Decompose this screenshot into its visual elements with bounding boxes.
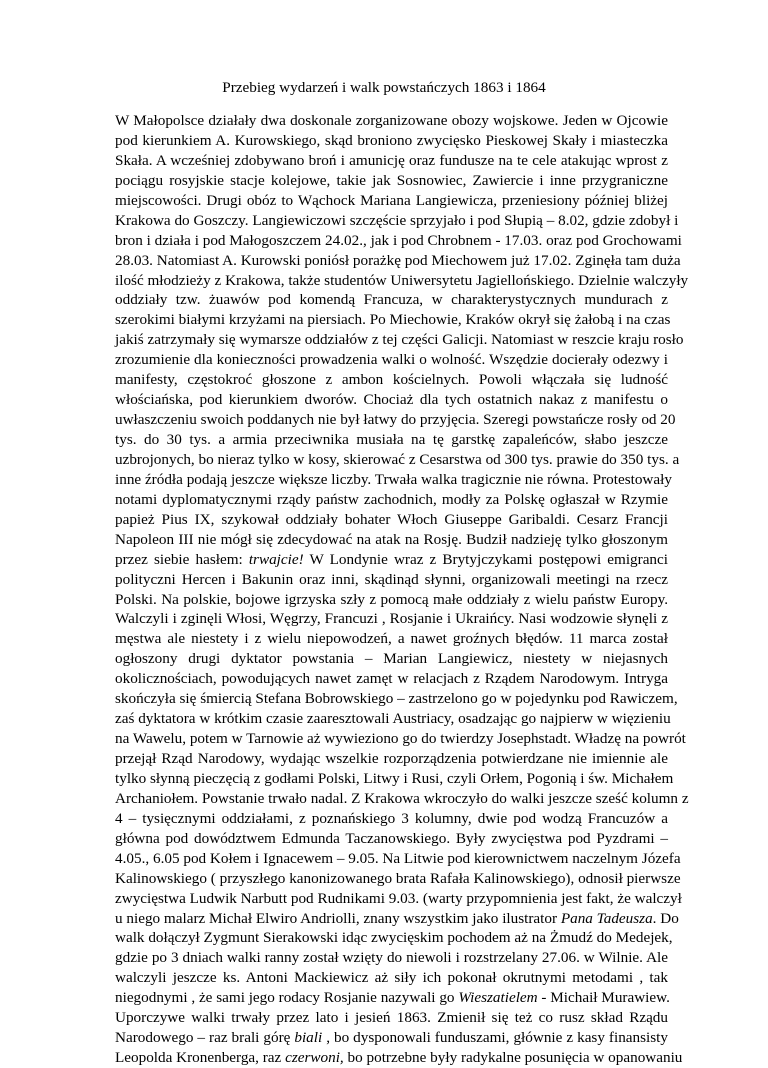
text-line <box>115 829 668 849</box>
text-line <box>115 649 668 669</box>
text-segment: przez siebie hasłem: <box>115 550 249 568</box>
text-segment: - Michaił Murawiew. <box>537 989 670 1007</box>
text-line <box>115 530 668 550</box>
text-segment: główna pod dowództwem Edmunda Taczanowskiego. Były zwycięstwa pod Pyzdrami – <box>115 829 668 847</box>
text-segment: 4 – tysięcznymi oddziałami, z poznańskiego 3 kolumny, dwie pod wodzą Francuzów a <box>115 809 668 827</box>
text-segment: miejscowości. Drugi obóz to Wąchock Mariana Langiewicza, przeniesiony później bliżej <box>115 191 668 209</box>
text-segment: bo potrzebne były radykalne posunięcia w opanowaniu <box>343 1049 683 1067</box>
text-line <box>115 1008 668 1028</box>
text-segment: bron i działa i pod Małogoszczem 24.02., jak i pod Chrobnem - 17.03. oraz pod Grochowami <box>115 231 682 249</box>
text-line <box>115 928 673 948</box>
text-segment: niegodnymi , że sami jego rodacy Rosjanie nazywali go <box>115 989 459 1007</box>
text-line <box>115 709 671 729</box>
text-line <box>115 689 678 709</box>
text-line <box>115 590 668 610</box>
text-segment: okolicznościach, powodujących nawet zamęt w relacjach z Rządem Narodowym. Intryga <box>115 670 668 688</box>
text-segment: męstwa ale niestety i z wielu niepowodzeń, a nawet groźnych błędów. 11 marca został <box>115 630 668 648</box>
text-line <box>115 809 668 829</box>
text-line <box>115 570 668 590</box>
text-line <box>115 550 668 570</box>
text-line <box>115 350 668 370</box>
text-segment: zwycięstwa Ludwik Narbutt pod Rudnikami 9.03. (warty przypomnienia jest fakt, że walczył <box>115 889 682 907</box>
text-line <box>115 151 668 171</box>
text-segment: zrozumienie dla konieczności prowadzenia walki o wolność. Wszędzie docierały odezwy i <box>115 351 668 369</box>
text-segment: , bo dysponowali funduszami, głównie z kasy finansisty <box>322 1029 668 1047</box>
text-segment: 28.03. Natomiast A. Kurowski poniósł porażkę pod Miechowem już 17.02. Zginęła tam duża <box>115 251 681 269</box>
italic-text: czerwoni, <box>285 1049 344 1067</box>
text-line <box>115 490 668 510</box>
text-line <box>115 390 668 410</box>
text-segment: włościańska, pod kierunkiem dworów. Chociaż dla tych ostatnich nakaz z manifestu o <box>115 391 668 409</box>
text-line <box>115 131 668 151</box>
text-line <box>115 988 668 1008</box>
text-segment: . Do <box>652 909 679 927</box>
italic-text: biali <box>294 1029 323 1047</box>
text-segment: walk dołączył Zygmunt Sierakowski idąc zwycięskim pochodem aż na Żmudź do Medejek, <box>115 929 673 947</box>
text-line <box>115 749 668 769</box>
text-line <box>115 889 682 909</box>
text-line <box>115 629 668 649</box>
text-line <box>115 430 668 450</box>
italic-text: Wieszatielem <box>458 989 538 1007</box>
text-segment: inne źródła podają jeszcze większe liczby. Trwała walka tragicznie nie równa. Protestowały <box>115 470 672 488</box>
text-segment: na Wawelu, potem w Tarnowie aż wywieziono go do twierdzy Josephstadt. Władzę na powrót <box>115 730 686 748</box>
text-segment: przejął Rząd Narodowy, wydając wszelkie rozporządzenia potwierdzane nie imiennie ale <box>115 750 668 767</box>
text-line <box>115 251 681 271</box>
text-segment: W Małopolsce działały dwa doskonale zorganizowane obozy wojskowe. Jeden w Ojcowie <box>115 112 668 129</box>
text-segment: polityczni Hercen i Bakunin oraz inni, skądinąd słynni, organizowali meetingi na rzecz <box>115 570 668 588</box>
text-segment: Polski. Na polskie, bojowe igrzyska szły z pomocą małe oddziały z wielu państw Europy. <box>115 590 668 608</box>
text-segment: 4.05., 6.05 pod Kołem i Ignacewem – 9.05. Na Litwie pod kierownictwem naczelnym Józefa <box>115 849 681 867</box>
text-segment: szerokimi białymi krzyżami na piersiach. Po Miechowie, Kraków okrył się żałobą i na czas <box>115 311 671 329</box>
text-line <box>115 231 682 251</box>
text-line <box>115 609 668 629</box>
text-line <box>115 470 672 490</box>
text-segment: Kalinowskiego ( przyszłego kanonizowanego brata Rafała Kalinowskiego), odnosił pierwsze <box>115 869 681 887</box>
text-segment: u niego malarz Michał Elwiro Andriolli, znany wszystkim jako ilustrator <box>115 909 561 927</box>
text-line <box>115 968 668 988</box>
text-line <box>115 1048 683 1068</box>
text-line <box>115 869 681 889</box>
text-line <box>115 310 671 330</box>
text-line <box>115 191 668 211</box>
text-segment: ogłoszony drugi dyktator powstania – Marian Langiewicz, niestety w niejasnych <box>115 650 668 668</box>
text-segment: manifesty, częstokroć głoszone z ambon kościelnych. Powoli włączała się ludność <box>115 371 668 389</box>
text-segment: Napoleon III nie mógł się zdecydować na atak na Rosję. Budził nadzieję tylko głoszonym <box>115 530 668 548</box>
text-segment: zaś dyktatora w krótkim czasie zaaresztowali Austriacy, osadzając go najpierw w więzieniu <box>115 710 671 728</box>
text-segment: gdzie po 3 dniach walki ranny został wzięty do niewoli i rozstrzelany 27.06. w Wilnie. Ale <box>115 949 668 967</box>
text-segment: skończyła się śmiercią Stefana Bobrowskiego – zastrzelono go w pojedynku pod Rawiczem, <box>115 690 678 708</box>
text-line <box>115 1028 668 1048</box>
text-line <box>115 909 679 929</box>
text-segment: jakiś zatrzymały się wymarsze oddziałów z tej części Galicji. Natomiast w reszcie kraju rosło <box>115 331 684 349</box>
text-line <box>115 171 668 191</box>
italic-text: Pana Tadeusza <box>560 909 653 927</box>
text-segment: pod kierunkiem A. Kurowskiego, skąd broniono zwycięsko Pieskowej Skały i miasteczka <box>115 131 668 149</box>
text-line <box>115 330 684 350</box>
text-line <box>115 290 668 310</box>
text-line <box>115 789 689 809</box>
text-segment: W Londynie wraz z Brytyjczykami postępowi emigranci <box>303 550 668 568</box>
text-segment: Archaniołem. Powstanie trwało nadal. Z Krakowa wkroczyło do walki jeszcze sześć kolumn z <box>115 789 689 807</box>
text-segment: notami dyplomatycznymi rządy państw zachodnich, modły za Polskę ogłaszał w Rzymie <box>115 490 668 508</box>
text-line <box>115 271 689 291</box>
text-segment: Narodowego – raz brali górę <box>115 1029 295 1047</box>
text-segment: Leopolda Kronenberga, raz <box>115 1049 286 1067</box>
text-line <box>115 729 686 749</box>
text-line <box>115 769 674 789</box>
text-line <box>115 410 676 430</box>
text-line <box>115 849 681 869</box>
text-line <box>115 669 668 689</box>
text-line <box>115 370 668 390</box>
text-line <box>115 211 679 231</box>
text-segment: tylko słynną pieczęcią z godłami Polski, Litwy i Rusi, czyli Orłem, Pogonią i św. Michałem <box>115 769 674 787</box>
text-segment: Skała. A wcześniej zdobywano broń i amunicję oraz fundusze na te cele atakując wprost z <box>115 151 668 169</box>
text-line <box>115 948 668 968</box>
text-segment: papież Pius IX, szykował oddziały bohater Włoch Giuseppe Garibaldi. Cesarz Francji <box>115 510 668 528</box>
document-body <box>115 111 689 1068</box>
text-line <box>115 111 668 131</box>
text-line <box>115 450 680 470</box>
text-segment: uwłaszczeniu swoich poddanych nie był łatwy do przyjęcia. Szeregi powstańcze rosły od 20 <box>115 411 676 429</box>
text-segment: ilość młodzieży z Krakowa, także studentów Uniwersytetu Jagiellońskiego. Dzielnie walczyły <box>115 271 689 289</box>
text-segment: Uporczywe walki trwały przez lato i jesień 1863. Zmienił się też co rusz skład Rządu <box>115 1009 668 1027</box>
text-segment: oddziały tzw. żuawów pod komendą Francuza, w charakterystycznych mundurach z <box>115 291 668 309</box>
text-segment: Walczyli i zginęli Włosi, Węgrzy, Francuzi , Rosjanie i Ukraińcy. Nasi wodzowie słynęli z <box>115 610 668 628</box>
text-line <box>115 510 668 530</box>
text-segment: Krakowa do Goszczy. Langiewiczowi szczęście sprzyjało i pod Słupią – 8.02, gdzie zdobył i <box>115 211 679 229</box>
text-segment: tys. do 30 tys. a armia przeciwnika musiała na tę garstkę zapaleńców, słabo jeszcze <box>115 431 668 448</box>
text-segment: pociągu rosyjskie stacje kolejowe, takie jak Sosnowiec, Zawiercie i inne przygraniczne <box>115 171 668 189</box>
text-segment: uzbrojonych, bo nieraz tylko w kosy, skierować z Cesarstwa od 300 tys. prawie do 350 tys. a <box>115 450 680 468</box>
document-title: Przebieg wydarzeń i walk powstańczych 1863 i 1864 <box>222 79 546 96</box>
italic-text: trwajcie! <box>248 550 304 568</box>
text-segment: walczyli jeszcze ks. Antoni Mackiewicz aż siły ich pokonał okrutnymi metodami , tak <box>115 969 668 987</box>
